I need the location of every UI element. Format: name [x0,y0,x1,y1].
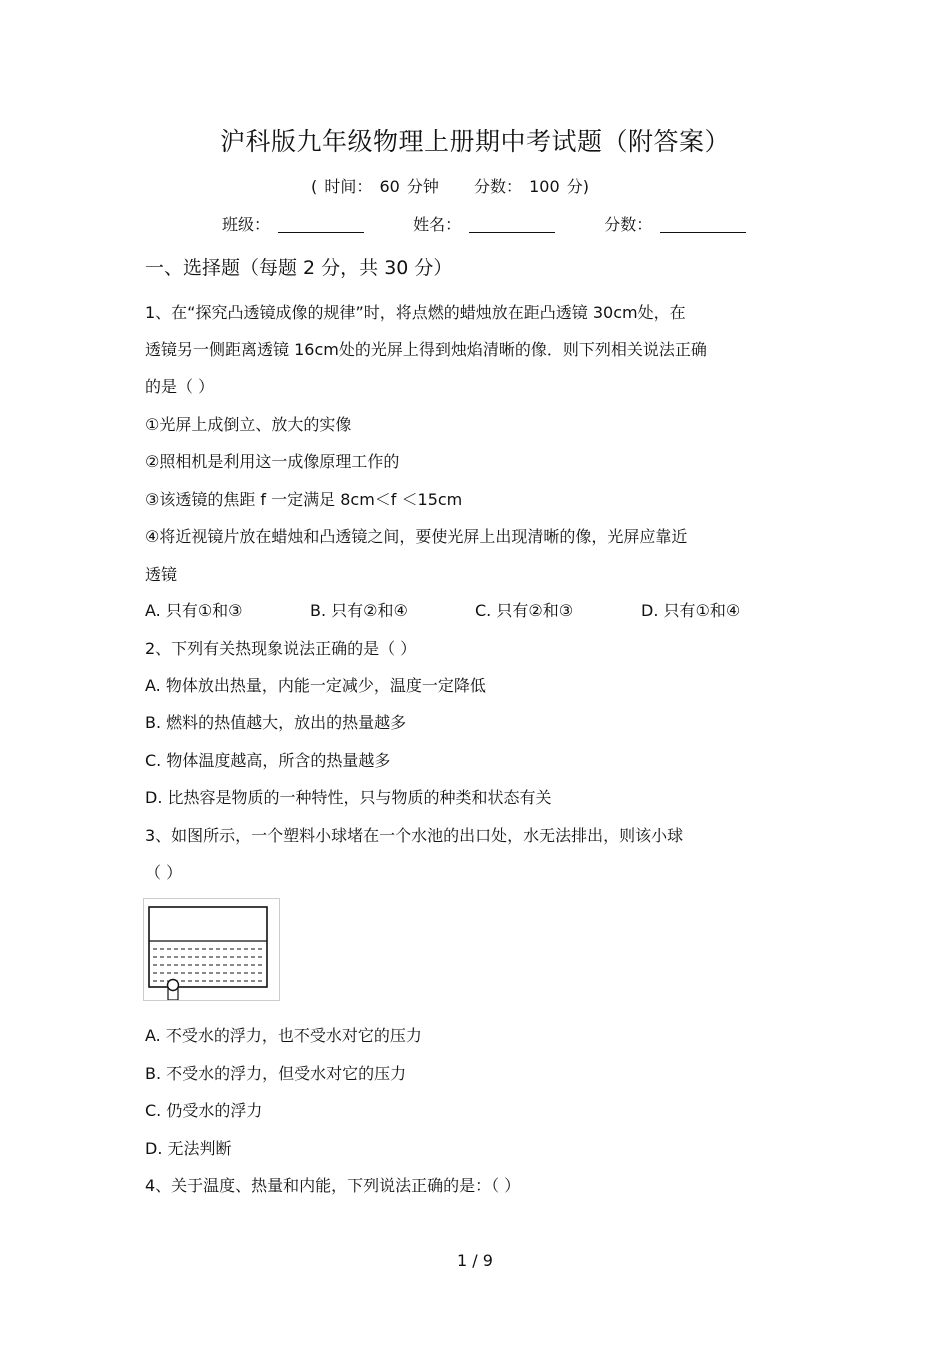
statement-4-line-1: ④将近视镜片放在蜡烛和凸透镜之间，要使光屏上出现清晰的像，光屏应靠近 [145,527,688,546]
q3-option-b: B. 不受水的浮力，但受水对它的压力 [145,1064,407,1083]
question-2: 2、下列有关热现象说法正确的是（ ） [145,639,417,658]
q2-option-b: B. 燃料的热值越大，放出的热量越多 [145,713,407,732]
water-tank-figure [143,898,280,1001]
question-1-line-1: 1、在“探究凸透镜成像的规律”时，将点燃的蜡烛放在距凸透镜 30cm处，在 [145,303,686,322]
page-number: 1 / 9 [457,1251,493,1270]
score-field [604,212,746,235]
q1-option-c: C. 只有②和③ [475,601,574,620]
q3-option-c: C. 仍受水的浮力 [145,1101,263,1120]
question-1-line-3: 的是（ ） [145,377,215,396]
q2-option-c: C. 物体温度越高，所含的热量越多 [145,751,391,770]
question-1-line-2: 透镜另一侧距离透镜 16cm处的光屏上得到烛焰清晰的像．则下列相关说法正确 [145,340,707,359]
exam-total-score: 分数： 100 分) [474,177,589,196]
tank-outline [149,907,267,987]
exam-time: ( 时间： 60 分钟 [311,177,439,196]
score-label: 分数： [604,215,653,234]
question-4: 4、关于温度、热量和内能，下列说法正确的是：（ ） [145,1176,521,1195]
q1-option-d: D. 只有①和④ [641,601,741,620]
section-heading: 一、选择题（每题 2 分，共 30 分） [145,257,453,279]
q1-option-a: A. 只有①和③ [145,601,243,620]
name-field [413,212,555,235]
name-label: 姓名： [413,215,462,234]
class-blank [278,216,364,233]
q2-option-d: D. 比热容是物质的一种特性，只与物质的种类和状态有关 [145,788,552,807]
plastic-ball [168,980,179,991]
question-3: 3、如图所示，一个塑料小球堵在一个水池的出口处，水无法排出，则该小球 [145,826,684,845]
class-label: 班级： [222,215,271,234]
water-tank-diagram [144,899,279,1000]
statement-4-line-2: 透镜 [145,565,178,584]
document-title: 沪科版九年级物理上册期中考试题（附答案） [219,127,730,156]
score-blank [660,216,746,233]
statement-3: ③该透镜的焦距 f 一定满足 8cm＜f ＜15cm [145,490,463,509]
statement-1: ①光屏上成倒立、放大的实像 [145,415,352,434]
exam-meta [0,174,900,197]
q1-option-b: B. 只有②和④ [310,601,408,620]
q3-option-a: A. 不受水的浮力，也不受水对它的压力 [145,1026,422,1045]
q3-option-d: D. 无法判断 [145,1139,232,1158]
q2-option-a: A. 物体放出热量，内能一定减少，温度一定降低 [145,676,486,695]
class-field [222,212,364,235]
statement-2: ②照相机是利用这一成像原理工作的 [145,452,400,471]
student-info-fields [222,212,790,235]
question-3-bracket: （ ） [145,863,183,882]
name-blank [469,216,555,233]
